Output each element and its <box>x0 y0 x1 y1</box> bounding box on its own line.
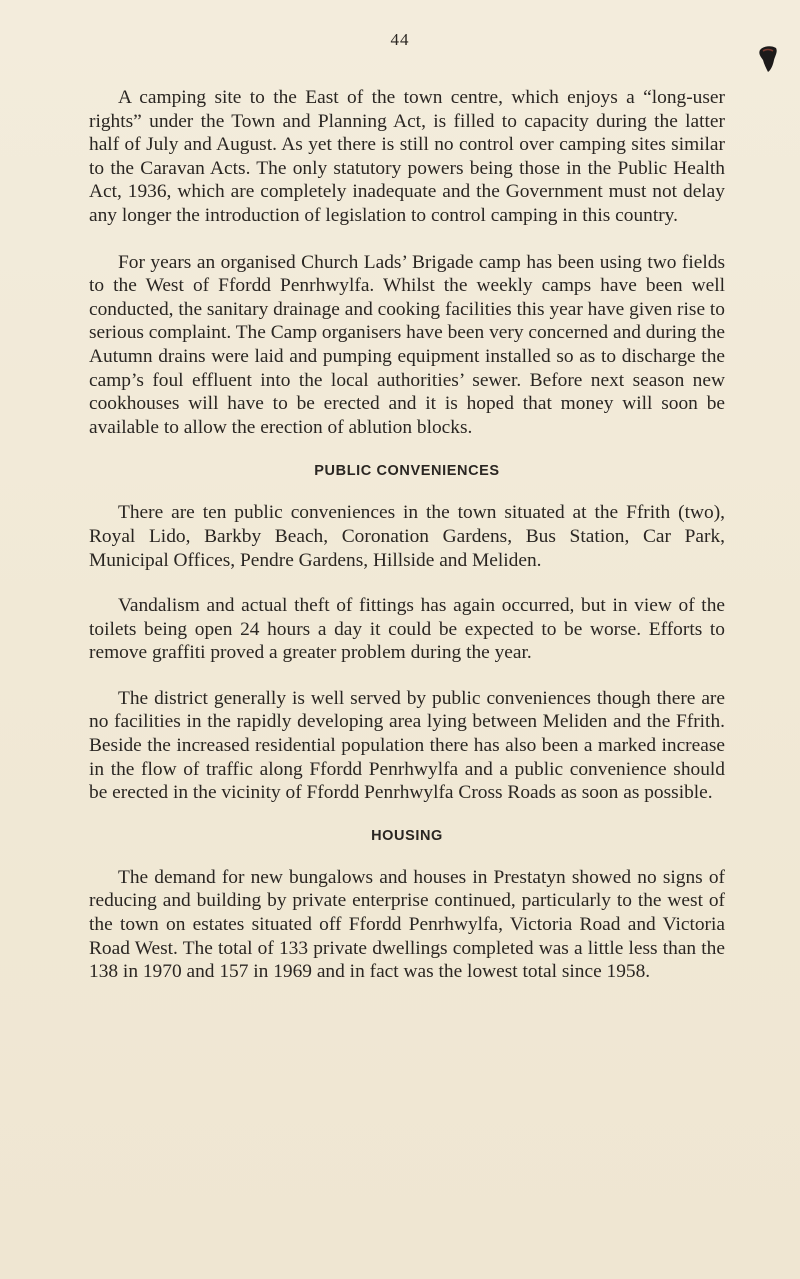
paragraph-church-lads-brigade: For years an organised Church Lads’ Brigade camp has been using two fields to the West of Ffordd Penrhwylfa. Whilst the weekly camps have been well conducted, the sanitary drainage and cooking facilities this year have given rise to serious complaint. The Camp organisers have been very concerned and during the Autumn drains were laid and pumping equipment installed so as to discharge the camp’s foul effluent into the local authorities’ sewer. Before next season new cookhouses will have to be erected and it is hoped that money will soon be available to allow the erection of ablution blocks. <box>89 251 725 438</box>
page-number: 44 <box>390 30 410 49</box>
paragraph-district-served: The district generally is well served by public conveniences though there are no facilities in the rapidly developing area lying between Meliden and the Ffrith. Beside the increased residential population there has also been a marked increase in the flow of traffic along Ffordd Penrhwylfa and a public convenience should be erected in the vicinity of Ffordd Penrhwylfa Cross Roads as soon as possible. <box>89 687 725 804</box>
document-body <box>89 86 725 984</box>
paragraph-conveniences-list: There are ten public conveniences in the town situated at the Ffrith (two), Royal Lido, Barkby Beach, Coronation Gardens, Bus Station, Car Park, Municipal Offices, Pendre Gardens, Hillside and Meliden. <box>89 502 725 571</box>
paragraph-vandalism: Vandalism and actual theft of fittings has again occurred, but in view of the toilets being open 24 hours a day it could be expected to be worse. Efforts to remove graffiti proved a greater problem during the year. <box>89 595 725 664</box>
ink-mark-icon <box>757 44 779 74</box>
paragraph-camping-site: A camping site to the East of the town centre, which enjoys a “long-user rights” under the Town and Planning Act, is filled to capacity during the latter half of July and August. As yet there is still no control over camping sites similar to the Caravan Acts. The only statutory powers being those in the Public Health Act, 1936, which are completely inadequate and the Government must not delay any longer the introduction of legislation to control camping in this country. <box>89 87 725 226</box>
section-heading-housing: HOUSING <box>371 827 443 844</box>
section-heading-public-conveniences: PUBLIC CONVENIENCES <box>314 463 500 480</box>
paragraph-housing-demand: The demand for new bungalows and houses in Prestatyn showed no signs of reducing and building by private enterprise continued, particularly to the west of the town on estates situated off Ffordd Penrhwylfa, Victoria Road and Victoria Road West. The total of 133 private dwellings completed was a little less than the 138 in 1970 and 157 in 1969 and in fact was the lowest total since 1958. <box>89 866 725 983</box>
